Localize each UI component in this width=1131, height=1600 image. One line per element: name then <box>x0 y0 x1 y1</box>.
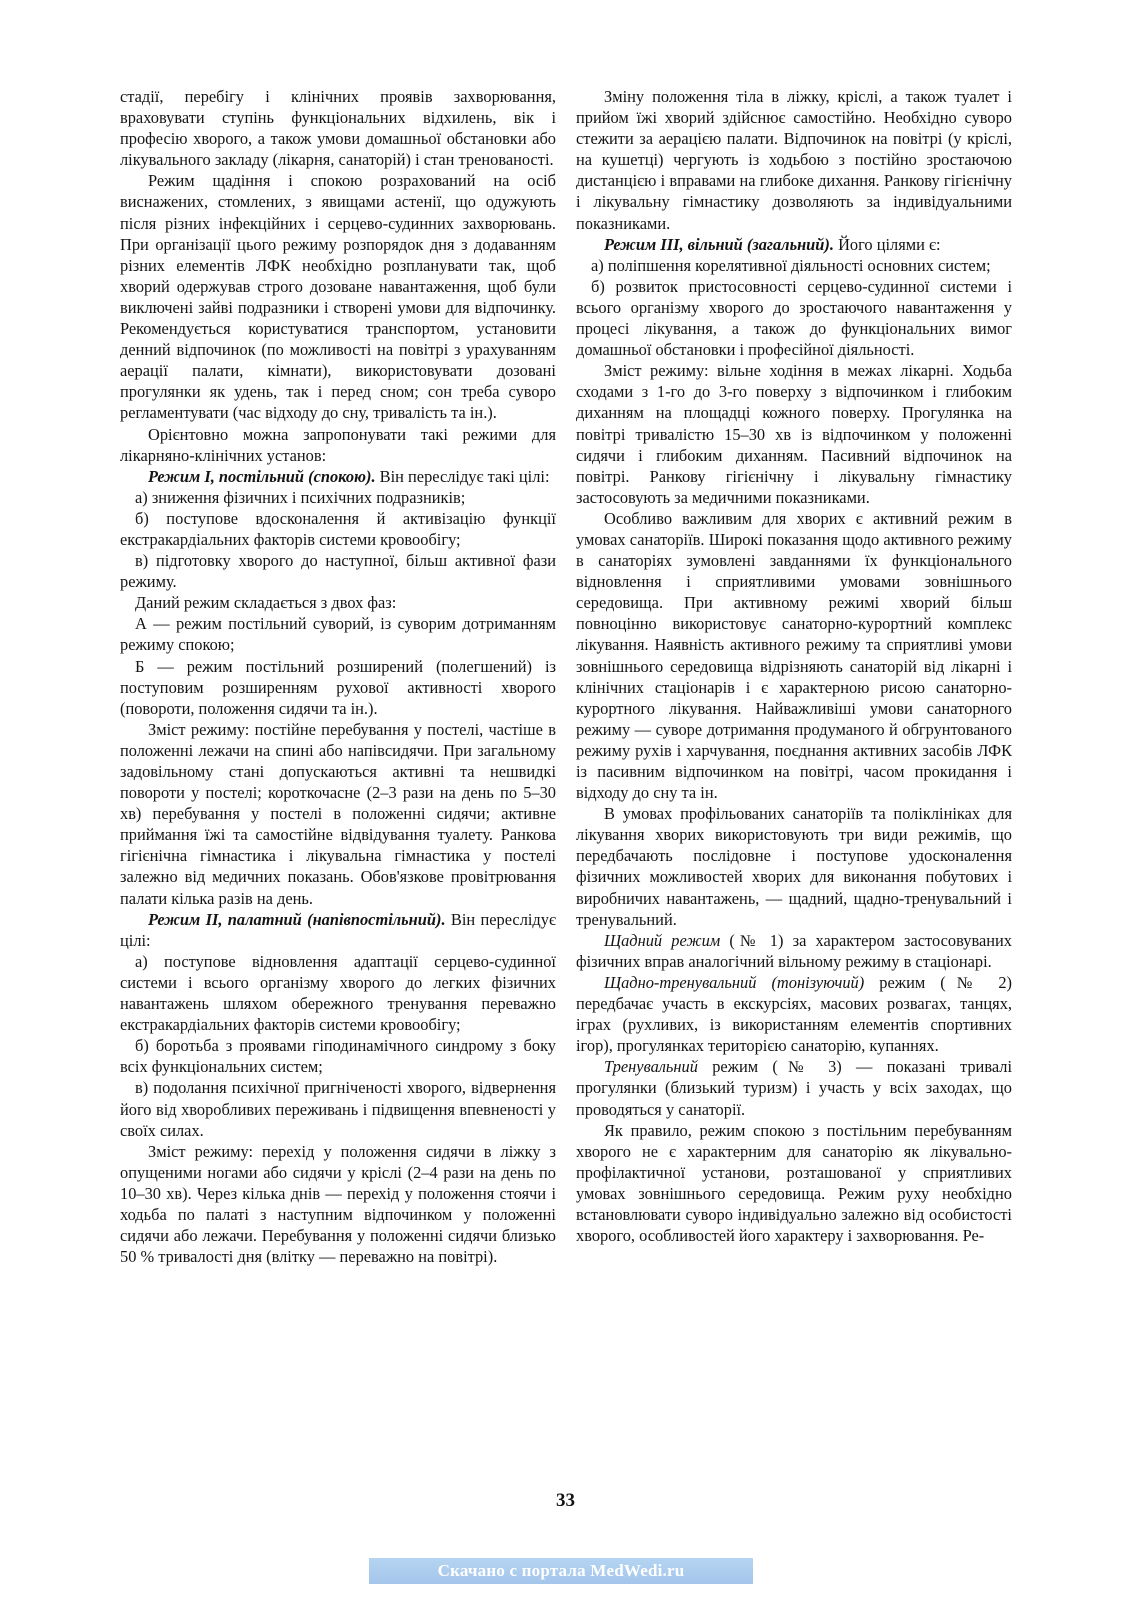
paragraph <box>576 1056 1012 1119</box>
regime-name: Тренувальний <box>604 1057 698 1077</box>
paragraph <box>576 972 1012 1056</box>
paragraph-text: режим (№ 3) — показані тривалі прогулянки (близький туризм) і участь у всіх заходах, що проводяться у санаторії. <box>576 1057 1012 1119</box>
paragraph-text: Він переслідує цілі: <box>120 909 556 950</box>
list-item: б) боротьба з проявами гіподинамічного синдрому з боку всіх функціональних систем; <box>120 1036 556 1077</box>
regime-title: Режим II, палатний (напівпостільний). <box>148 909 446 929</box>
list-item: Б — режим постільний розширений (полегшений) із поступовим розширенням рухової активності хворого (повороти, положення сидячи та ін.). <box>120 656 556 718</box>
right-column <box>576 86 1012 1246</box>
list-item: в) підготовку хворого до наступної, більш активної фази режиму. <box>120 551 556 592</box>
list-item: б) поступове вдосконалення й активізацію функції екстракардіальних факторів системи кровообігу; <box>120 508 556 549</box>
list-item: а) поліпшення корелятивної діяльності основних систем; <box>591 255 991 275</box>
paragraph: В умовах профільованих санаторіїв та поліклініках для лікування хворих використовують три види режимів, що передбачають послідовне і поступове удосконалення фізичних можливостей хворих для виконання побутових і виробничих навантажень, — щадний, щадно-тренувальний і тренувальний. <box>576 804 1012 929</box>
paragraph-text: (№ 1) за характером застосовуваних фізичних вправ аналогічний вільному режиму в стаціонарі. <box>576 930 1012 971</box>
paragraph: Як правило, режим спокою з постільним перебуванням хворого не є характерним для санаторію як лікувально-профілактичної установи, розташованої у сприятливих умовах зовнішнього середовища. Режим руху необхідно встановлювати суворо індивідуально залежно від особистості хворого, особливостей його характеру і захворювання. Ре- <box>576 1120 1012 1246</box>
paragraph: Особливо важливим для хворих є активний режим в умовах санаторіїв. Широкі показання щодо активного режиму в санаторіях зумовлені завданнями їх функціонального відновлення і сприятливими умовами зовнішнього середовища. При активному режимі хворий більш повноцінно використовує санаторно-курортний комплекс лікування. Наявність активного режиму та сприятливі умови зовнішнього середовища відрізняють санаторій від лікарні і клінічних стаціонарів і є характерною рисою санаторно-курортного лікування. Найважливіші умови санаторного режиму — суворе дотримання продуманого й обгрунтованого режиму рухів і харчування, поєднання активних засобів ЛФК із пасивним відпочинком на повітрі, часом прокидання і відходу до сну та ін. <box>576 508 1012 803</box>
regime-name: Щадно-тренувальний (тонізуючий) <box>604 972 865 992</box>
paragraph <box>576 930 1012 972</box>
list-item: А — режим постільний суворий, із суворим дотриманням режиму спокою; <box>120 614 556 655</box>
paragraph: Зміну положення тіла в ліжку, кріслі, а також туалет і прийом їжі хворий здійснює самостійно. Необхідно суворо стежити за аерацією палати. Відпочинок на повітрі (у кріслі, на кушетці) чергують із ходьбою з постійно зростаючою дистанцією і вправами на глибоке дихання. Ранкову гігієнічну і лікувальну гімнастику дозволяють за індивідуальними показниками. <box>576 87 1012 233</box>
regime-title: Режим III, вільний (загальний). <box>604 234 834 254</box>
paragraph-text: режим (№ 2) передбачає участь в екскурсіях, масових розвагах, танцях, іграх (рухливих, із використанням елементів спортивних ігор), прогулянках територією санаторію, купаннях. <box>576 972 1013 1056</box>
regime-name: Щадний режим <box>604 930 721 950</box>
download-source-banner[interactable] <box>369 1558 753 1584</box>
paragraph-text: Його цілями є: <box>833 234 941 254</box>
regime-title: Режим І, постільний (спокою). <box>148 466 376 486</box>
regime-heading-paragraph <box>576 234 1012 255</box>
paragraph: Зміст режиму: перехід у положення сидячи в ліжку з опущеними ногами або сидячи у кріслі (2–4 рази на день по 10–30 хв). Через кілька днів — перехід у положення стоячи і ходьба по палаті з наступним відпочинком у положенні сидячи або лежачи. Перебування у положенні сидячи близько 50 % тривалості дня (влітку — переважно на повітрі). <box>120 1141 556 1267</box>
banner-text: Скачано с портала MedWedi.ru <box>437 1561 685 1580</box>
paragraph: Зміст режиму: постійне перебування у постелі, частіше в положенні лежачи на спині або напівсидячи. При загальному задовільному стані допускаються активні та нешвидкі повороти у постелі; короткочасне (2–3 рази на день по 5–30 хв) перебування у постелі в положенні сидячи; активне приймання їжі та самостійне відвідування туалету. Ранкова гігієнічна гімнастика і лікувальна гімнастика у постелі залежно від медичних показань. Обов'язкове провітрювання палати кілька разів на день. <box>120 719 556 908</box>
paragraph: Зміст режиму: вільне ходіння в межах лікарні. Ходьба сходами з 1-го до 3-го поверху з відпочинком і глибоким диханням на площадці кожного поверху. Прогулянка на повітрі тривалістю 15–30 хв із відпочинком у положенні сидячи і глибоким диханням. Пасивний відпочинок на повітрі. Ранкову гігієнічну і лікувальну гімнастику застосовують за медичними показниками. <box>576 361 1012 507</box>
paragraph: Орієнтовно можна запропонувати такі режими для лікарняно-клінічних установ: <box>120 424 556 465</box>
list-item: б) розвиток пристосовності серцево-судинної системи і всього організму хворого до зростаючого навантаження у процесі лікування, а також до функціональних вимог домашньої обстановки і професійної діяльності. <box>576 276 1012 360</box>
left-column <box>120 86 556 1267</box>
regime-heading-paragraph <box>120 909 556 951</box>
list-item: а) поступове відновлення адаптації серцево-судинної системи і всього організму хворого до легких фізичних навантажень шляхом обережного тренування переважно екстракардіальних факторів системи кровообігу; <box>120 951 556 1035</box>
paragraph: стадії, перебігу і клінічних проявів захворювання, враховувати ступінь функціональних відхилень, вік і професію хворого, а також умови домашньої обстановки або лікувального закладу (лікарня, санаторій) і стан тренованості. <box>120 87 556 170</box>
list-item: Даний режим складається з двох фаз: <box>135 593 397 613</box>
list-item: в) подолання психічної пригніченості хворого, відвернення його від хворобливих переживань і підвищення впевненості у своїх силах. <box>120 1078 556 1140</box>
regime-heading-paragraph <box>120 466 556 487</box>
page-number: 33 <box>556 1490 575 1511</box>
paragraph: Режим щадіння і спокою розрахований на осіб виснажених, стомлених, з явищами астенії, що одужують після різних інфекційних і серцево-судинних захворювань. При організації цього режиму розпорядок дня з додаванням різних елементів ЛФК необхідно розпланувати так, щоб хворий одержував строго дозоване навантаження, щоб були виключені зайві подразники і створені умови для відпочинку. Рекомендується користуватися транспортом, установити денний відпочинок (по можливості на повітрі з урахуванням аерації палати, кімнати), використовувати дозовані прогулянки як удень, так і перед сном; сон треба суворо регламентувати (час відходу до сну, тривалість та ін.). <box>120 171 556 423</box>
list-item: а) зниження фізичних і психічних подразників; <box>135 487 466 507</box>
paragraph-text: Він переслідує такі цілі: <box>375 466 550 486</box>
